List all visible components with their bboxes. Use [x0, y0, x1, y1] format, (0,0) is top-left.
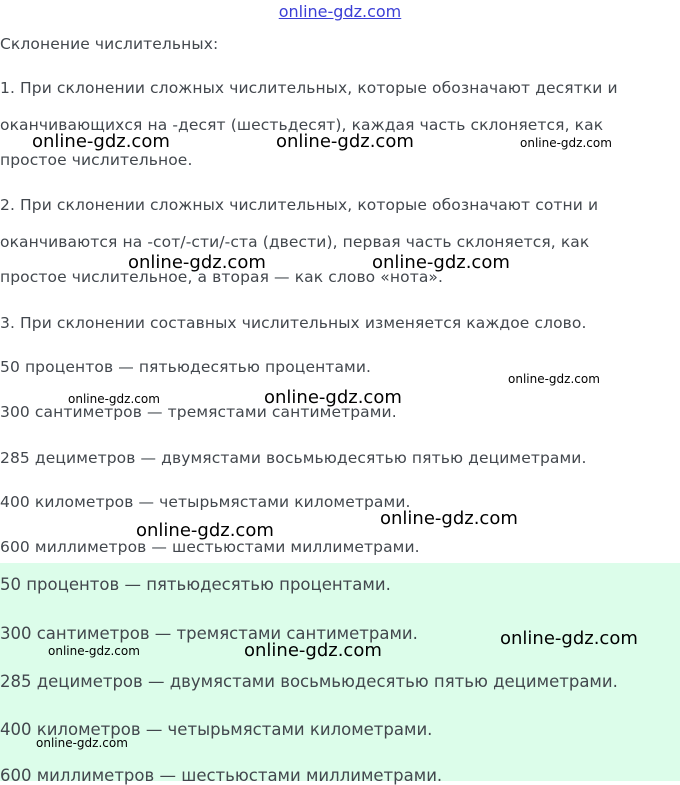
rule-2-line-1: 2. При склонении сложных числительных, которые обозначают сотни и — [0, 196, 599, 214]
watermark: online-gdz.com — [264, 387, 402, 408]
answer-line: 285 дециметров — двумястами восьмьюдесятью пятью дециметрами. — [0, 672, 618, 691]
answer-line: 400 километров — четырьмястами километрами. — [0, 720, 433, 739]
watermark: online-gdz.com — [68, 392, 160, 406]
watermark: online-gdz.com — [508, 372, 600, 386]
watermark: online-gdz.com — [276, 131, 414, 152]
rule-3: 3. При склонении составных числительных изменяется каждое слово. — [0, 314, 587, 332]
answer-line: 600 миллиметров — шестьюстами миллиметрами. — [0, 766, 443, 785]
example-line: 50 процентов — пятьюдесятью процентами. — [0, 358, 372, 376]
watermark: online-gdz.com — [244, 640, 382, 661]
watermark: online-gdz.com — [32, 131, 170, 152]
example-line: 400 километров — четырьмястами километрами. — [0, 493, 411, 511]
watermark: online-gdz.com — [136, 520, 274, 541]
watermark: online-gdz.com — [372, 252, 510, 273]
example-line: 285 дециметров — двумястами восьмьюдесятью пятью дециметрами. — [0, 449, 587, 467]
rule-2-line-2: оканчиваются на -сот/-сти/-ста (двести), первая часть склоняется, как — [0, 233, 590, 251]
example-line: 600 миллиметров — шестьюстами миллиметрами. — [0, 538, 420, 556]
watermark: online-gdz.com — [520, 136, 612, 150]
rule-2-line-3: простое числительное, а вторая — как слово «нота». — [0, 268, 444, 286]
heading: Склонение числительных: — [0, 35, 219, 53]
example-line: 300 сантиметров — тремястами сантиметрами. — [0, 403, 397, 421]
rule-1-line-2: оканчивающихся на -десят (шестьдесят), каждая часть склоняется, как — [0, 116, 604, 134]
watermark: online-gdz.com — [500, 628, 638, 649]
rule-1-line-3: простое числительное. — [0, 151, 193, 169]
watermark: online-gdz.com — [48, 644, 140, 658]
watermark: online-gdz.com — [36, 736, 128, 750]
watermark: online-gdz.com — [128, 252, 266, 273]
answer-line: 50 процентов — пятьюдесятью процентами. — [0, 575, 391, 594]
watermark: online-gdz.com — [380, 508, 518, 529]
answer-line: 300 сантиметров — тремястами сантиметрами. — [0, 624, 418, 643]
site-link[interactable]: online-gdz.com — [278, 2, 402, 21]
rule-1-line-1: 1. При склонении сложных числительных, которые обозначают десятки и — [0, 79, 618, 97]
